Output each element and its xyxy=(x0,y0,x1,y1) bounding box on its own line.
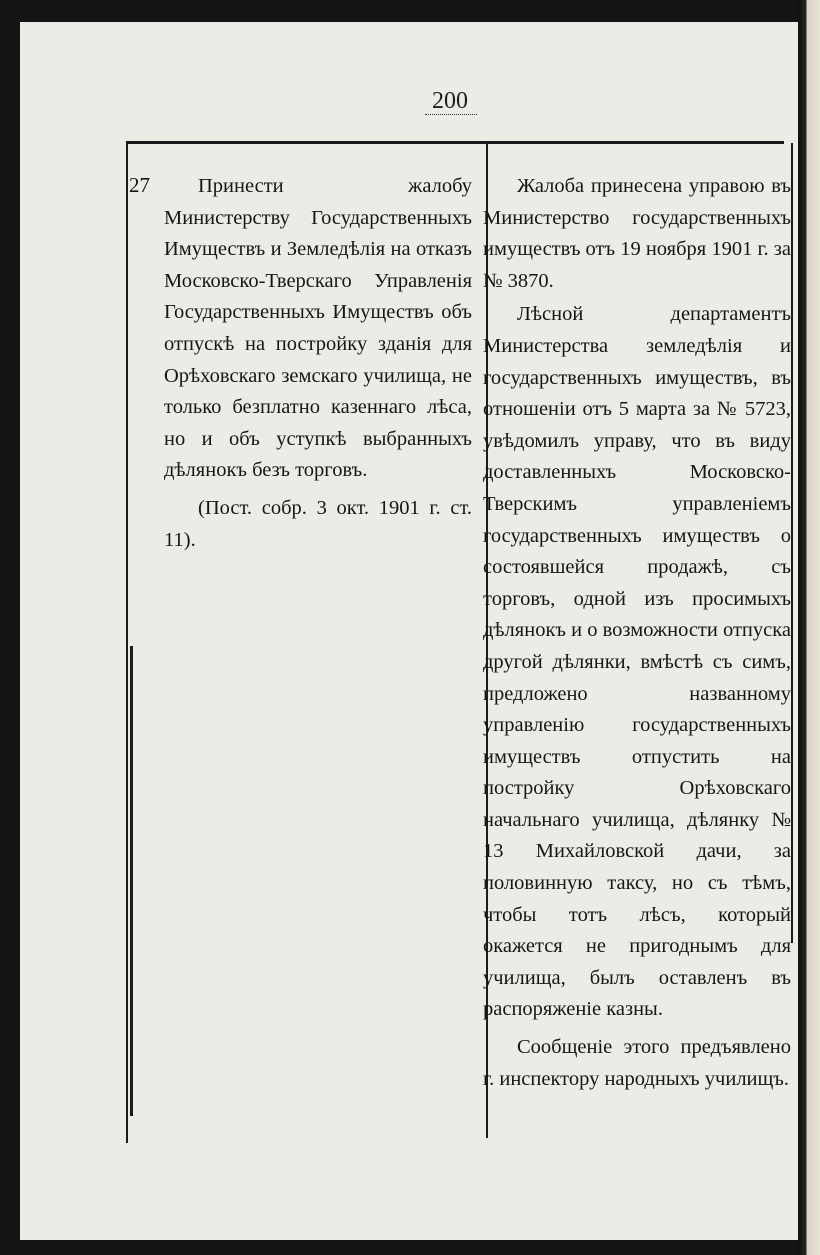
left-border-thick-line xyxy=(130,646,133,1116)
left-border-line xyxy=(126,143,128,1143)
entry-number: 27 xyxy=(129,173,150,197)
execution-column xyxy=(483,171,791,1095)
execution-paragraph-3: Сообщеніе этого предъявлено г. инспектору народныхъ училищъ. xyxy=(483,1036,791,1090)
execution-paragraph-1: Жалоба принесена управою въ Министерство государственныхъ имуществъ отъ 19 ноября 1901 г. за № 3870. xyxy=(483,175,791,292)
resolution-text: Принести жалобу Министерству Государственныхъ Имуществъ и Земледѣлія на отказъ Московско-Тверскаго Управленія Государственныхъ Имуществъ объ отпускѣ на постройку зданія для Орѣховскаго земскаго училища, не только безплатно казеннаго лѣса, но и объ уступкѣ выбранныхъ дѣлянокъ безъ торговъ. xyxy=(164,175,472,482)
resolution-column xyxy=(164,171,472,556)
table-top-rule xyxy=(126,141,784,144)
adjacent-page-edge xyxy=(798,0,820,1255)
execution-paragraph-2: Лѣсной департаментъ Министерства земледѣлія и государственныхъ имуществъ, въ отношеніи отъ 5 марта за № 5723, увѣдомилъ управу, что въ виду доставленныхъ Московско-Тверскимъ управленіемъ государственныхъ имуществъ о состоявшейся продажѣ, съ торговъ, одной изъ просимыхъ дѣлянокъ и о возможности отпуска другой дѣлянки, вмѣстѣ съ симъ, предложено названному управленію государственныхъ имуществъ отпустить на постройку Орѣховскаго начальнаго училища, дѣлянку № 13 Михайловской дачи, за половинную таксу, но съ тѣмъ, чтобы тотъ лѣсъ, который окажется не пригоднымъ для училища, былъ оставленъ въ распоряженіе казны. xyxy=(483,303,791,1021)
page-number-ornament xyxy=(425,114,477,121)
page-number: 200 xyxy=(432,88,468,114)
resolution-reference: (Пост. собр. 3 окт. 1901 г. ст. 11). xyxy=(164,496,472,551)
right-border-line xyxy=(791,143,793,943)
